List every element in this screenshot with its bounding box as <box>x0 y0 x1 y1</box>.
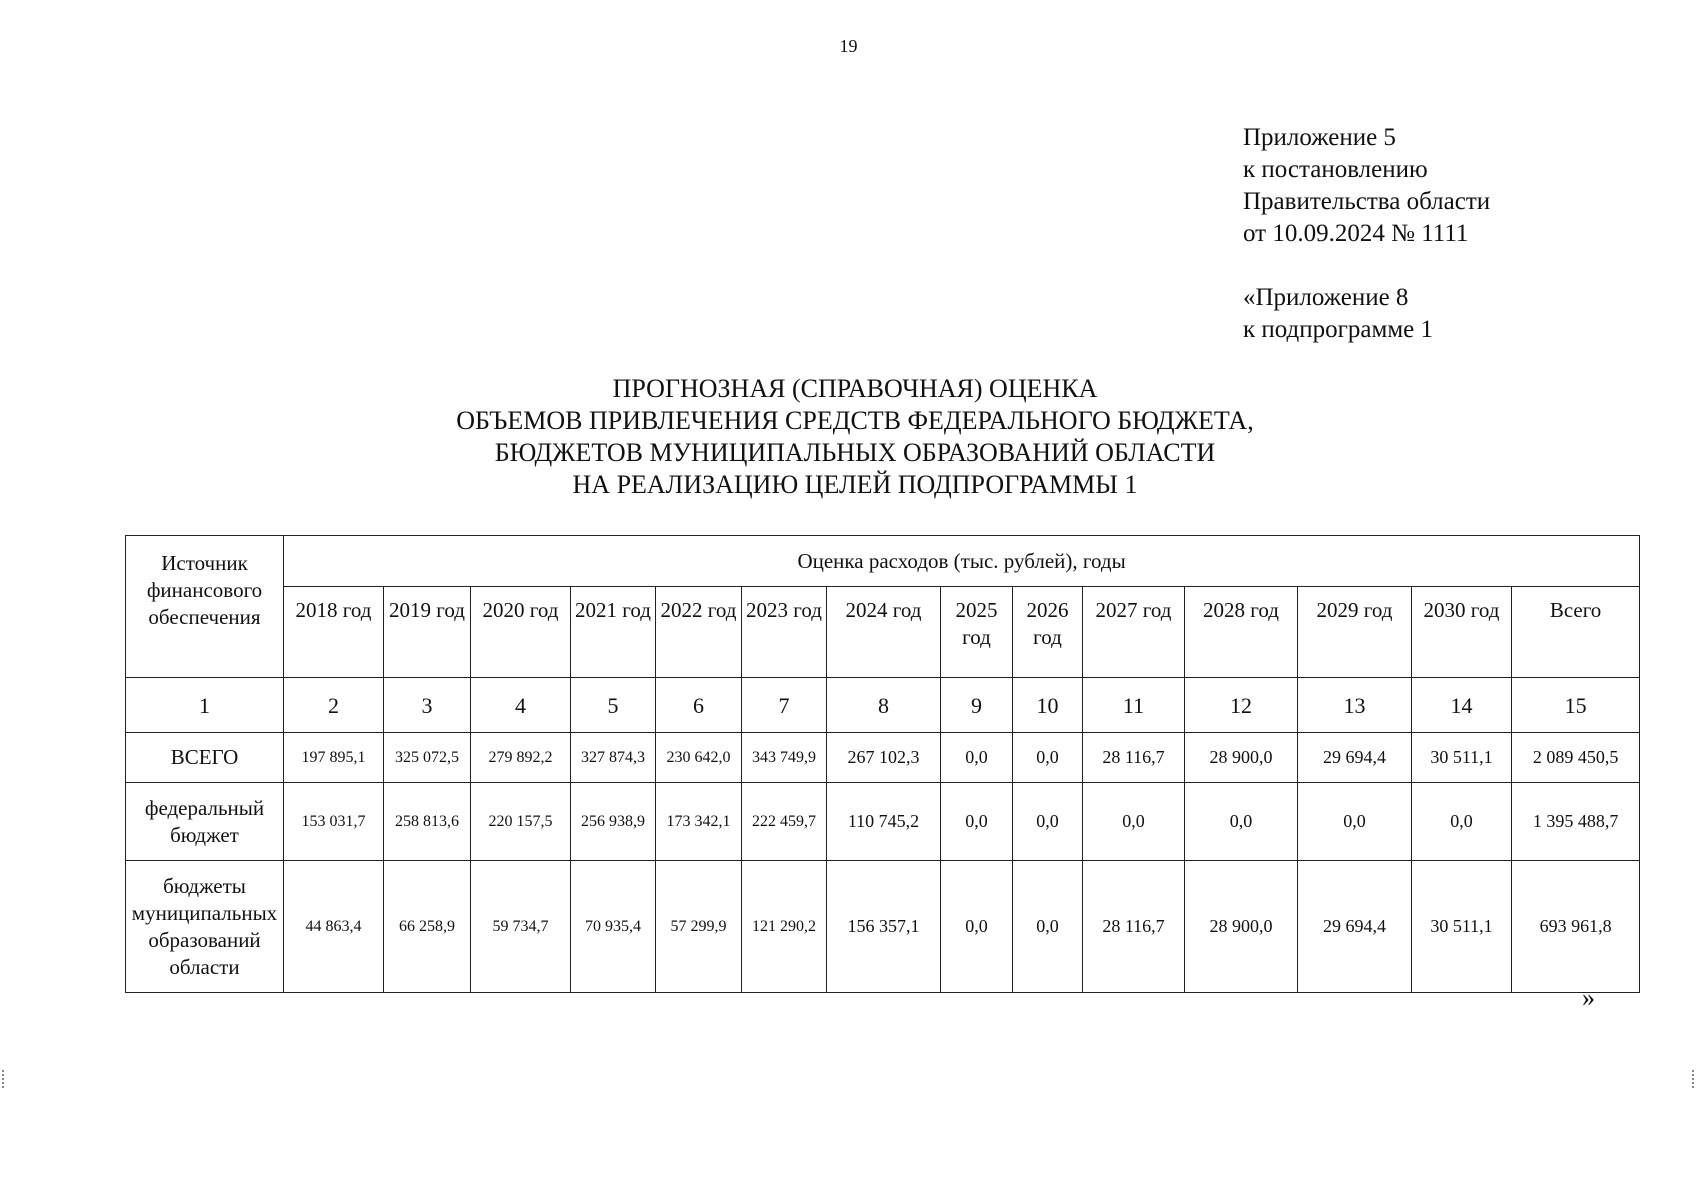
table-cell: 153 031,7 <box>284 783 384 861</box>
closing-quote: » <box>1582 983 1595 1012</box>
column-number: 9 <box>941 678 1013 733</box>
table-row <box>126 733 1640 783</box>
column-number: 8 <box>827 678 941 733</box>
table-cell: 1 395 488,7 <box>1512 783 1640 861</box>
year-header: Всего <box>1512 587 1640 678</box>
estimate-header: Оценка расходов (тыс. рублей), годы <box>284 536 1640 587</box>
appendix-line: «Приложение 8 <box>1243 284 1409 311</box>
table-row <box>126 861 1640 993</box>
table-cell: 29 694,4 <box>1298 733 1412 783</box>
column-number: 15 <box>1512 678 1640 733</box>
year-header: 2018 год <box>284 587 384 678</box>
table-cell: 230 642,0 <box>656 733 742 783</box>
table-cell: 57 299,9 <box>656 861 742 993</box>
appendix-line: Правительства области <box>1243 188 1491 215</box>
table-cell: 29 694,4 <box>1298 861 1412 993</box>
table-cell: 222 459,7 <box>742 783 827 861</box>
column-number: 7 <box>742 678 827 733</box>
row-label: ВСЕГО <box>126 733 284 783</box>
year-header: 2023 год <box>742 587 827 678</box>
title-line: НА РЕАЛИЗАЦИЮ ЦЕЛЕЙ ПОДПРОГРАММЫ 1 <box>572 470 1138 499</box>
table-cell: 0,0 <box>941 783 1013 861</box>
title-line: ПРОГНОЗНАЯ (СПРАВОЧНАЯ) ОЦЕНКА <box>612 374 1098 403</box>
table-cell: 156 357,1 <box>827 861 941 993</box>
year-header: 2029 год <box>1298 587 1412 678</box>
table-cell: 0,0 <box>1013 733 1083 783</box>
table-cell: 0,0 <box>1013 783 1083 861</box>
title-line: ОБЪЕМОВ ПРИВЛЕЧЕНИЯ СРЕДСТВ ФЕДЕРАЛЬНОГО БЮДЖЕТА, <box>456 406 1254 435</box>
column-number: 2 <box>284 678 384 733</box>
table-cell: 0,0 <box>1412 783 1512 861</box>
year-header: 2022 год <box>656 587 742 678</box>
column-number: 14 <box>1412 678 1512 733</box>
table-cell: 2 089 450,5 <box>1512 733 1640 783</box>
table-cell: 28 900,0 <box>1185 861 1298 993</box>
table-cell: 70 935,4 <box>571 861 656 993</box>
table-cell: 343 749,9 <box>742 733 827 783</box>
year-header: 2025 год <box>941 587 1013 678</box>
table-cell: 0,0 <box>1013 861 1083 993</box>
table-cell: 279 892,2 <box>471 733 571 783</box>
table-cell: 267 102,3 <box>827 733 941 783</box>
column-number: 13 <box>1298 678 1412 733</box>
table-row <box>126 783 1640 861</box>
table-cell: 0,0 <box>941 861 1013 993</box>
year-header: 2019 год <box>384 587 471 678</box>
table-cell: 59 734,7 <box>471 861 571 993</box>
column-number: 10 <box>1013 678 1083 733</box>
row-label: бюджеты муниципальных образований области <box>126 861 284 993</box>
table-cell: 0,0 <box>1185 783 1298 861</box>
column-number: 5 <box>571 678 656 733</box>
table-cell: 173 342,1 <box>656 783 742 861</box>
table-cell: 693 961,8 <box>1512 861 1640 993</box>
year-header: 2027 год <box>1083 587 1185 678</box>
column-number: 4 <box>471 678 571 733</box>
document-title <box>0 373 1697 501</box>
table-cell: 30 511,1 <box>1412 861 1512 993</box>
table-cell: 220 157,5 <box>471 783 571 861</box>
table-cell: 66 258,9 <box>384 861 471 993</box>
table-cell: 110 745,2 <box>827 783 941 861</box>
year-header: 2026 год <box>1013 587 1083 678</box>
table-cell: 0,0 <box>1083 783 1185 861</box>
table-cell: 256 938,9 <box>571 783 656 861</box>
appendix-line: от 10.09.2024 № 1111 <box>1243 220 1469 247</box>
page-number: 19 <box>839 36 858 56</box>
table-cell: 327 874,3 <box>571 733 656 783</box>
year-header: 2024 год <box>827 587 941 678</box>
scan-edge-mark <box>1692 1070 1696 1088</box>
table-cell: 325 072,5 <box>384 733 471 783</box>
column-number: 12 <box>1185 678 1298 733</box>
scan-edge-mark <box>2 1070 6 1088</box>
appendix-block <box>1243 122 1490 346</box>
table-cell: 0,0 <box>1298 783 1412 861</box>
year-header: 2028 год <box>1185 587 1298 678</box>
table-cell: 0,0 <box>941 733 1013 783</box>
title-line: БЮДЖЕТОВ МУНИЦИПАЛЬНЫХ ОБРАЗОВАНИЙ ОБЛАСТИ <box>494 438 1216 467</box>
column-number: 6 <box>656 678 742 733</box>
row-label: федеральный бюджет <box>126 783 284 861</box>
table-cell: 28 116,7 <box>1083 861 1185 993</box>
year-header: 2021 год <box>571 587 656 678</box>
year-header: 2020 год <box>471 587 571 678</box>
table-cell: 258 813,6 <box>384 783 471 861</box>
year-header: 2030 год <box>1412 587 1512 678</box>
table-cell: 28 900,0 <box>1185 733 1298 783</box>
table-cell: 44 863,4 <box>284 861 384 993</box>
budget-table <box>125 535 1640 993</box>
column-number: 1 <box>126 678 284 733</box>
table-cell: 28 116,7 <box>1083 733 1185 783</box>
appendix-line: к постановлению <box>1243 156 1428 183</box>
table-cell: 197 895,1 <box>284 733 384 783</box>
table-cell: 121 290,2 <box>742 861 827 993</box>
appendix-line: Приложение 5 <box>1243 124 1396 151</box>
column-number: 11 <box>1083 678 1185 733</box>
appendix-line: к подпрограмме 1 <box>1243 316 1433 343</box>
table-cell: 30 511,1 <box>1412 733 1512 783</box>
source-header: Источник финансового обеспечения <box>126 536 284 678</box>
column-number: 3 <box>384 678 471 733</box>
